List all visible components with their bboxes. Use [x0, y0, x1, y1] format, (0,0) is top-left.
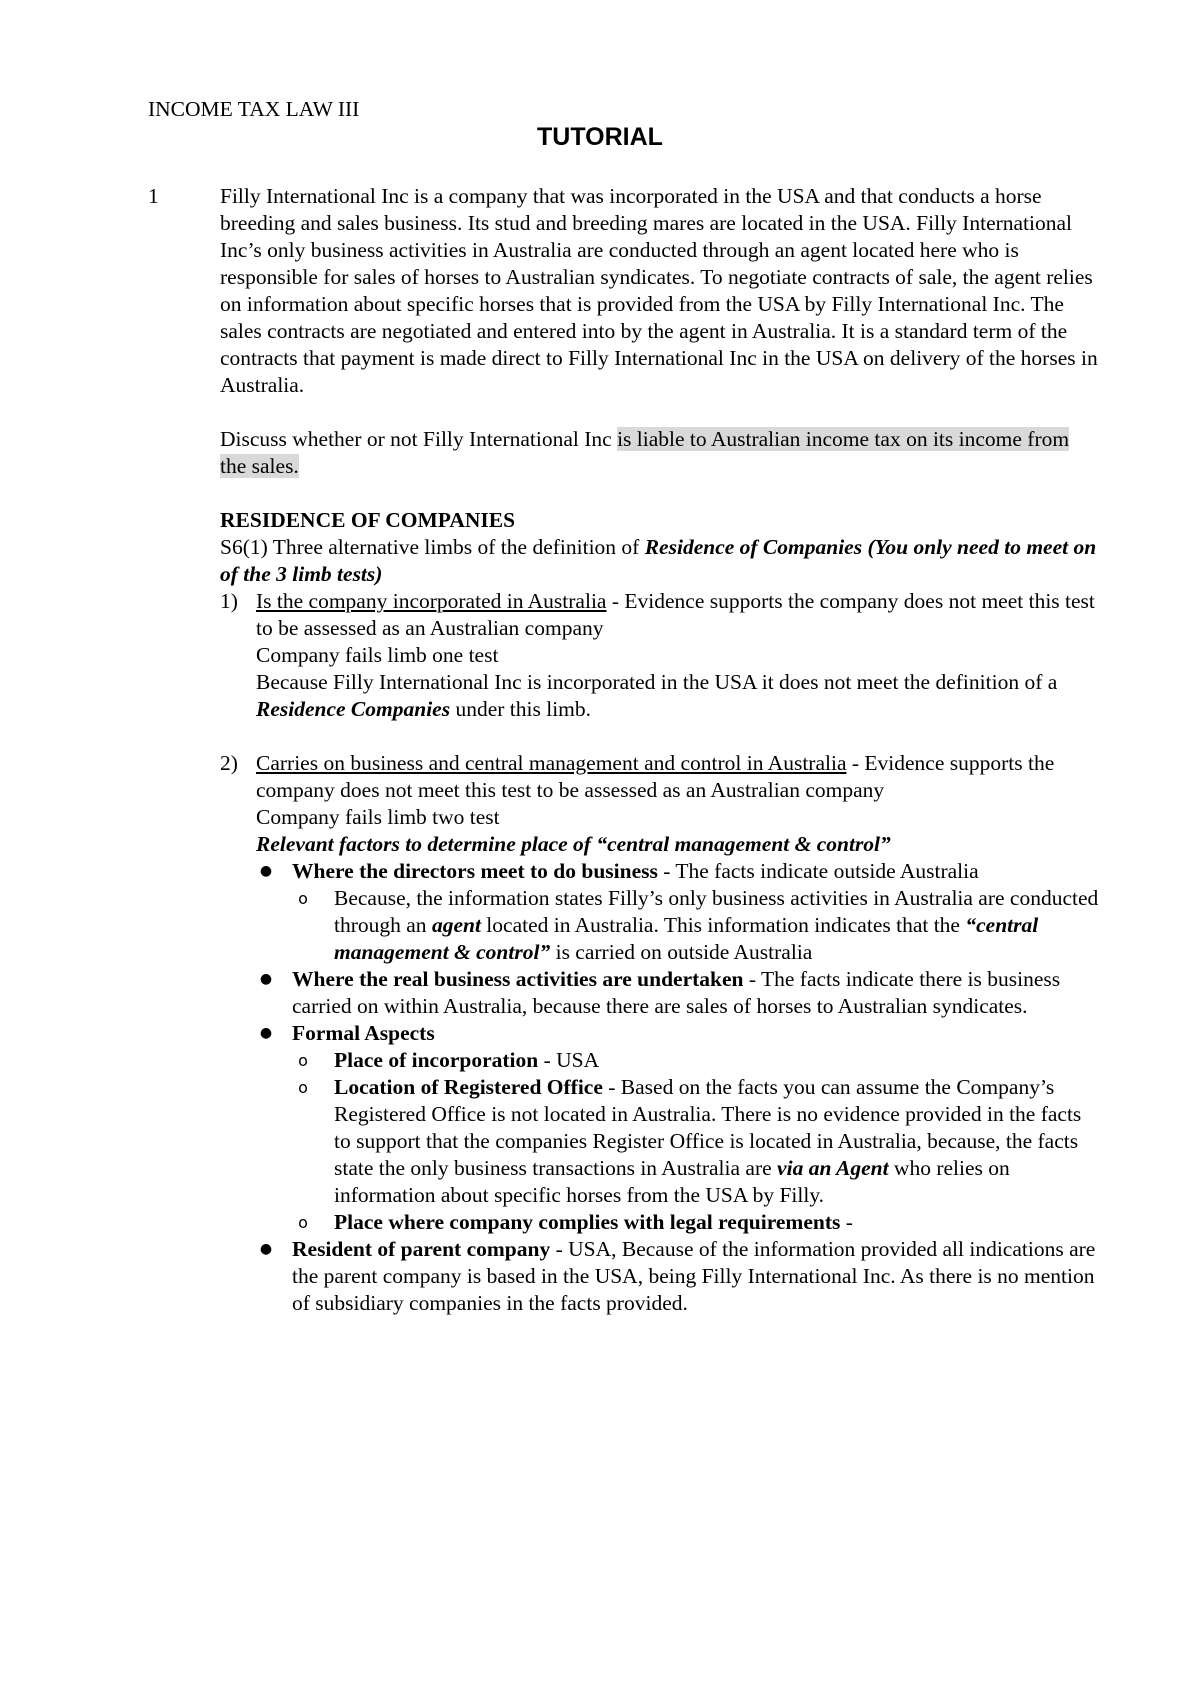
detail-text-2: located in Australia. This information indicates that the: [480, 913, 966, 937]
sub-bullet-icon: o: [298, 1078, 308, 1097]
agent-term: agent: [431, 913, 481, 937]
factor-directors-detail: [220, 885, 1100, 966]
factor-formal-title: Formal Aspects: [292, 1021, 435, 1045]
bullet-icon: ●: [259, 1025, 273, 1041]
factor-parent: [220, 1236, 1100, 1317]
limb-one: [220, 588, 1100, 723]
registered-office-title: Location of Registered Office: [334, 1075, 603, 1099]
limb-one-evidence: - Evidence supports the company does not meet this test to be assessed as an Australian company: [256, 589, 1095, 640]
answer-heading: RESIDENCE OF COMPANIES: [220, 508, 516, 532]
limb-two-number: 2): [220, 751, 238, 775]
factor-activities-text: - The facts indicate there is business carried on within Australia, because there are sales of horses to Australian syndicates.: [292, 967, 1061, 1018]
question-text: Filly International Inc is a company that was incorporated in the USA and that conducts a horse breeding and sales business. Its stud and breeding mares are located in the USA. Filly International Inc’s only business activities in Australia are conducted through an agent located here who is responsible for sales of horses to Australian syndicates. To negotiate contracts of sale, the agent relies on information about specific horses that is provided from the USA by Filly International Inc. The sales contracts are negotiated and entered into by the agent in Australia. It is a standard term of the contracts that payment is made direct to Filly International Inc in the USA on delivery of the horses in Australia.: [220, 184, 1098, 397]
factor-activities: [220, 966, 1100, 1020]
legal-requirements-title: Place where company complies with legal requirements: [334, 1210, 841, 1234]
formal-registered-office: [220, 1074, 1100, 1209]
discuss-paragraph: [220, 426, 1100, 480]
factor-formal: [220, 1020, 1100, 1047]
formal-incorporation: [220, 1047, 1100, 1074]
factor-activities-title: Where the real business activities are undertaken: [292, 967, 744, 991]
course-title: INCOME TAX LAW III: [148, 97, 360, 121]
via-agent-term: via an Agent: [777, 1156, 889, 1180]
discuss-highlight: is liable to Australian income tax on its income from the sales.: [220, 427, 1070, 478]
sub-bullet-icon: o: [298, 889, 308, 908]
factor-parent-title: Resident of parent company: [292, 1237, 551, 1261]
limb-one-result: Company fails limb one test: [256, 643, 499, 667]
page-title: TUTORIAL: [537, 123, 663, 151]
bullet-icon: ●: [259, 1241, 273, 1257]
factor-directors-title: Where the directors meet to do business: [292, 859, 658, 883]
intro-text: S6(1) Three alternative limbs of the definition of: [220, 535, 645, 559]
discuss-text: Discuss whether or not Filly International Inc: [220, 427, 618, 451]
bullet-icon: ●: [259, 863, 273, 879]
document-body: [220, 183, 1100, 1317]
limb-two: [220, 750, 1100, 858]
intro-definition: Residence of Companies (You only need to meet on of the 3 limb tests): [220, 535, 1097, 586]
limb-one-reason-term: Residence Companies: [256, 697, 451, 721]
limb-two-result: Company fails limb two test: [256, 805, 500, 829]
limb-one-title: Is the company incorporated in Australia: [256, 589, 607, 613]
limb-one-reason: [256, 669, 1100, 723]
legal-requirements-text: -: [840, 1210, 853, 1234]
question-number: 1: [148, 184, 159, 208]
formal-legal-requirements: [220, 1209, 1100, 1236]
incorporation-text: - USA: [538, 1048, 600, 1072]
sub-bullet-icon: o: [298, 1213, 308, 1232]
factor-directors-text: - The facts indicate outside Australia: [657, 859, 979, 883]
cmc-term: “central management & control”: [334, 913, 1039, 964]
bullet-icon: ●: [259, 971, 273, 987]
registered-office-text: - Based on the facts you can assume the Company’s Registered Office is not located in Australia. There is no evidence provided in the facts to support that the companies Register Office is located in Australia, because, the facts state the only business transactions in Australia are: [334, 1075, 1082, 1180]
factor-directors: [220, 858, 1100, 885]
detail-text-3: is carried on outside Australia: [550, 940, 813, 964]
limb-two-title: Carries on business and central management and control in Australia: [256, 751, 847, 775]
factors-heading: Relevant factors to determine place of “central management & control”: [256, 832, 891, 856]
registered-office-text-2: who relies on information about specific horses from the USA by Filly.: [334, 1156, 1010, 1207]
limb-one-reason-end: under this limb.: [450, 697, 592, 721]
detail-text: Because, the information states Filly’s only business activities in Australia are conducted through an: [334, 886, 1099, 937]
answer-intro: [220, 534, 1100, 588]
limb-one-number: 1): [220, 589, 238, 613]
limb-two-evidence: - Evidence supports the company does not meet this test to be assessed as an Australian company: [256, 751, 1055, 802]
incorporation-title: Place of incorporation: [334, 1048, 539, 1072]
factor-parent-text: - USA, Because of the information provided all indications are the parent company is based in the USA, being Filly International Inc. As there is no mention of subsidiary companies in the facts provided.: [292, 1237, 1096, 1315]
limb-one-reason-text: Because Filly International Inc is incorporated in the USA it does not meet the definition of a: [256, 670, 1058, 694]
sub-bullet-icon: o: [298, 1051, 308, 1070]
